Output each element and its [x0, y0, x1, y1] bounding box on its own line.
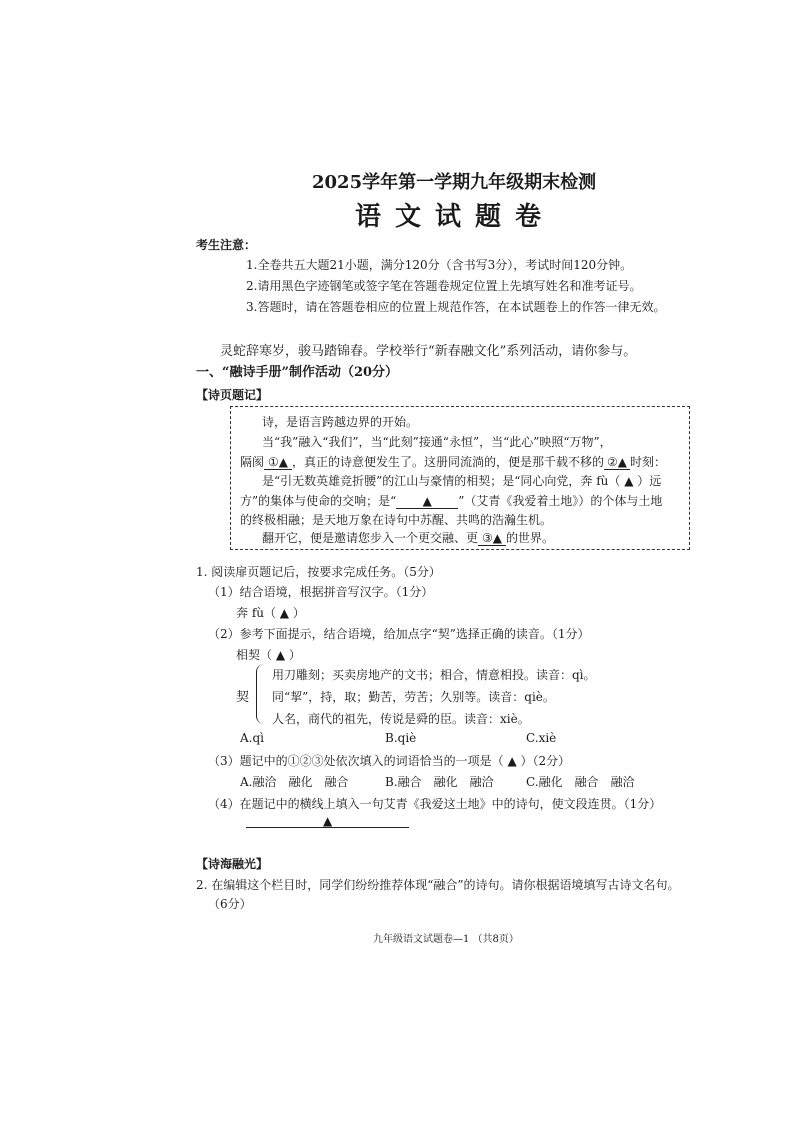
meaning-1: 用刀雕刻；买卖房地产的文书；相合，情意相投。读音：qì。: [272, 668, 596, 682]
blank-3[interactable]: ③▲: [478, 531, 506, 546]
brace: [256, 664, 267, 724]
question-2-score: （6分）: [208, 897, 252, 911]
preface-text: 隔阂: [240, 455, 265, 469]
preface-line-4: 是“引无数英雄竞折腰”的江山与豪情的相契；是“同心向党，奔 fù（ ▲ ）远: [262, 474, 662, 488]
question-1-part-4: （4）在题记中的横线上填入一句艾青《我爱这土地》中的诗句，使文段连贯。（1分）: [208, 797, 662, 811]
option-c[interactable]: C.xiè: [526, 731, 557, 745]
preface-line-1: 诗，是语言跨越边界的开始。: [262, 415, 419, 429]
preface-text: ，真正的诗意便发生了。这册同流淌的，便是那千载不移的: [292, 455, 605, 469]
question-1-part-2: （2）参考下面提示，结合语境，给加点字“契”选择正确的读音。（1分）: [208, 627, 590, 641]
meaning-2: 同“挈”，持，取；勤苦，劳苦；久别等。读音：qiè。: [272, 690, 555, 704]
notice-item-1: 1.全卷共五大题21小题，满分120分（含书写3分），考试时间120分钟。: [246, 258, 633, 272]
answer-line[interactable]: [246, 827, 409, 828]
preface-line-2: 当“我”融入“我们”，当“此刻”接通“永恒”，当“此心”映照“万物”，: [262, 435, 612, 449]
option-b[interactable]: B.qiè: [385, 731, 417, 745]
preface-text: 翻开它，便是邀请您步入一个更交融、更: [262, 531, 479, 545]
subsection-poetry-sea: 【诗海融光】: [196, 857, 269, 871]
preface-text: ”（艾青《我爱着土地》）的个体与土地: [458, 494, 663, 508]
question-1-part-3: （3）题记中的①②③处依次填入的词语恰当的一项是（ ▲ ）（2分）: [208, 754, 571, 768]
preface-line-6: 的终极相融；是天地万象在诗句中苏醒、共鸣的浩瀚生机。: [240, 513, 553, 527]
answer-blank-fu[interactable]: 奔 fù（ ▲ ）: [236, 606, 305, 620]
preface-text: 时刻：: [630, 455, 667, 469]
blank-1[interactable]: ①▲: [264, 455, 292, 470]
blank-2[interactable]: ②▲: [604, 455, 630, 470]
meaning-3: 人名，商代的祖先，传说是舜的臣。读音：xiè。: [272, 712, 530, 726]
preface-text: 方”的集体与使命的交响；是“: [240, 494, 397, 508]
section-heading: 一、“融诗手册”制作活动（20分）: [196, 365, 399, 380]
poem-line-blank[interactable]: ▲: [396, 494, 458, 509]
subsection-poem-page: 【诗页题记】: [196, 388, 269, 402]
preface-text: 的世界。: [506, 531, 555, 545]
option-a-words[interactable]: A.融洽 融化 融合: [240, 775, 349, 789]
question-2-stem: 2. 在编辑这个栏目时，同学们纷纷推荐体现“融合”的诗句。请你根据语境填写古诗文名句。: [196, 878, 680, 892]
preface-line-3: [240, 453, 666, 470]
preface-line-5: [240, 492, 662, 509]
notice-heading: 考生注意：: [196, 238, 257, 252]
character-qi: 契: [236, 690, 250, 705]
notice-item-2: 2.请用黑色字迹钢笔或签字笔在答题卷规定位置上先填写姓名和准考证号。: [246, 279, 642, 293]
question-1-stem: 1. 阅读扉页题记后，按要求完成任务。（5分）: [196, 565, 441, 579]
page-footer: 九年级语文试题卷—1 （共8页）: [373, 934, 519, 945]
answer-blank-qi[interactable]: 相契（ ▲ ）: [236, 648, 301, 662]
subject-title: 语文试题卷: [355, 202, 556, 232]
option-a[interactable]: A.qì: [240, 731, 264, 745]
option-b-words[interactable]: B.融合 融化 融洽: [385, 775, 494, 789]
question-1-part-1: （1）结合语境，根据拼音写汉字。（1分）: [208, 585, 434, 599]
notice-item-3: 3.答题时，请在答题卷相应的位置上规范作答，在本试题卷上的作答一律无效。: [246, 300, 666, 314]
exam-title: 2025学年第一学期九年级期末检测: [312, 172, 597, 193]
answer-marker: ▲: [323, 814, 333, 828]
preface-line-7: [262, 529, 554, 546]
intro-text: 灵蛇辞寒岁，骏马踏锦春。学校举行“新春融文化”系列活动，请你参与。: [220, 344, 637, 359]
option-c-words[interactable]: C.融化 融合 融洽: [526, 775, 635, 789]
